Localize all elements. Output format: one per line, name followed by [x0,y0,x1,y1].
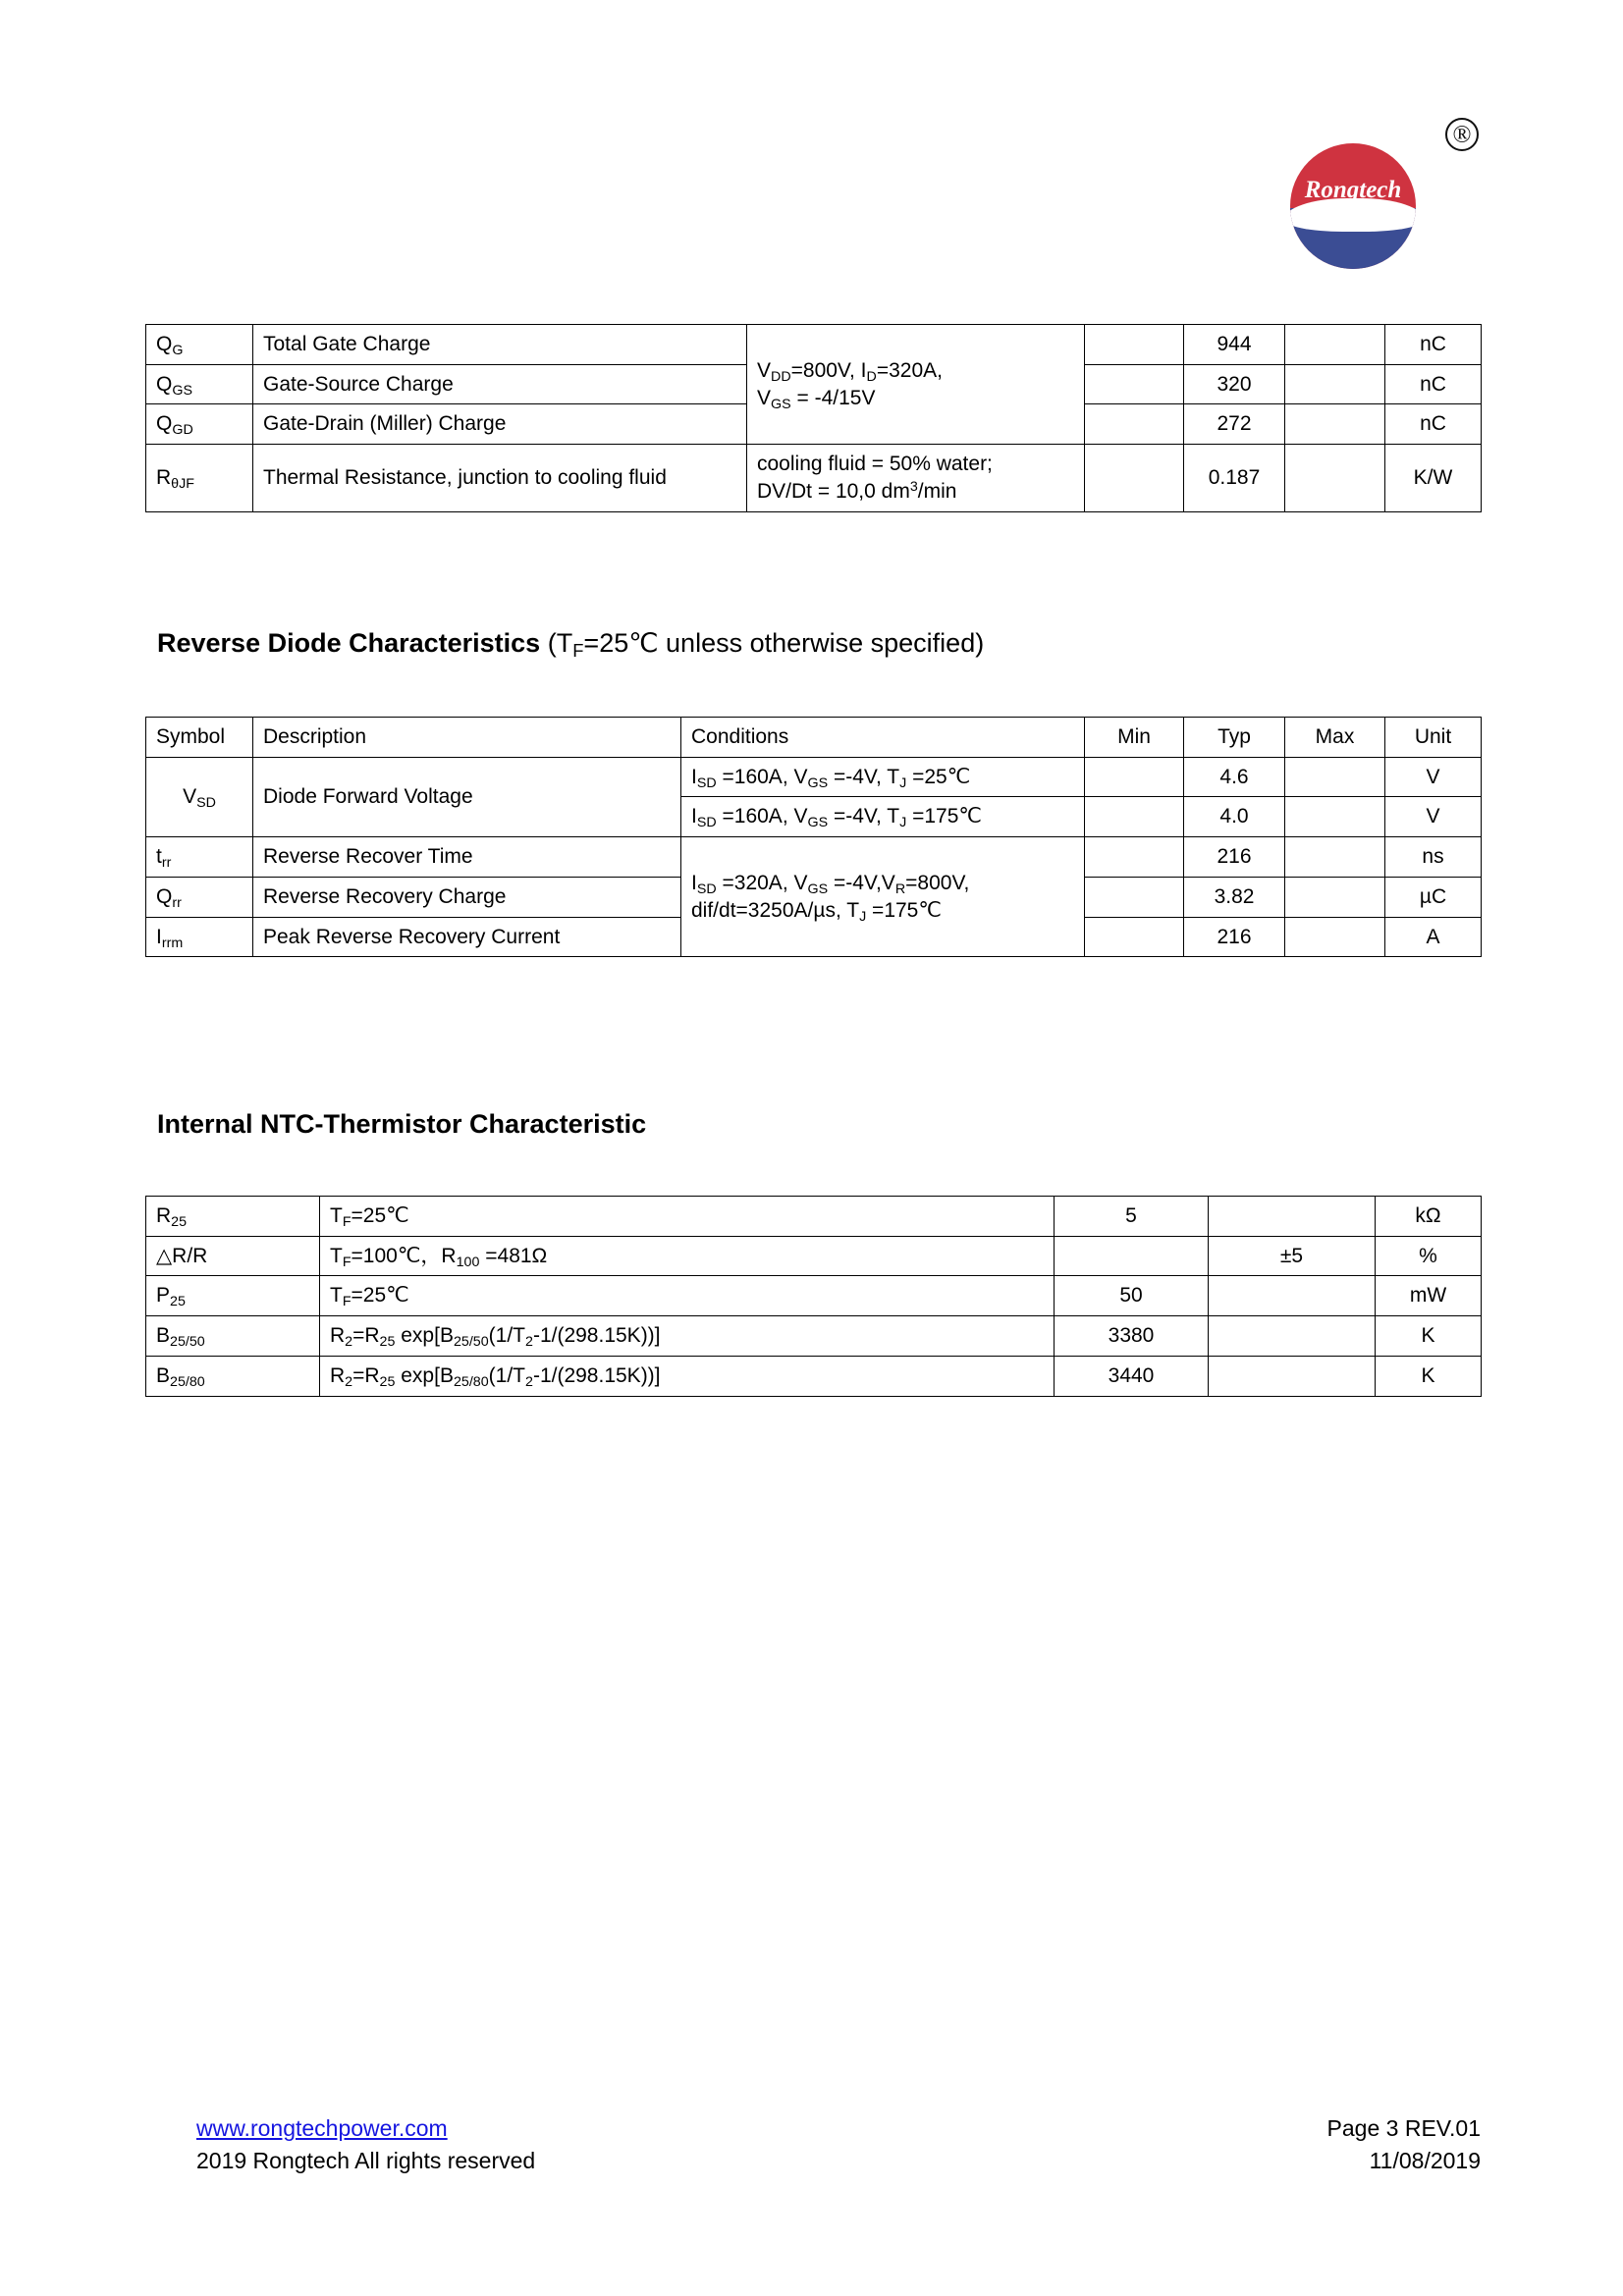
min-cell [1085,837,1184,878]
tolerance-cell [1209,1356,1376,1396]
condition-cell: cooling fluid = 50% water; DV/Dt = 10,0 $dm^3/\min$ [747,445,1085,511]
symbol-cell: $Q_{GS}$ [146,364,253,404]
document-date: 11/08/2019 [1369,2148,1481,2173]
typ-cell: 216 [1184,837,1285,878]
typ-cell: 944 [1184,325,1285,365]
description-cell: Gate-Source Charge [253,364,747,404]
max-cell [1285,877,1385,917]
description-cell: Peak Reverse Recovery Current [253,917,681,957]
description-cell: Thermal Resistance, junction to cooling fluid [253,445,747,511]
condition-cell: $I_{SD} =160A$, $V_{GS} =-4V$, $T_J$ =175℃ [681,797,1085,837]
company-logo [1269,118,1485,270]
description-cell: $R_2=R_{25}$ $\exp[B_{25/50}(1/T_2-1/(298.15K))]$ [320,1316,1055,1357]
ntc-heading: Internal NTC-Thermistor Characteristic [157,1109,647,1139]
typ-cell: 3.82 [1184,877,1285,917]
table-row [146,1236,1482,1276]
table-row [146,837,1482,878]
registered-trademark-icon: ® [1445,118,1479,151]
tolerance-cell [1209,1276,1376,1316]
unit-cell: mW [1376,1276,1482,1316]
condition-cell: $I_{SD} =160A$, $V_{GS} =-4V$, $T_J$ =25℃ [681,757,1085,797]
ntc-thermistor-table [145,1196,1482,1397]
typ-cell: 320 [1184,364,1285,404]
min-cell [1085,877,1184,917]
max-cell [1285,837,1385,878]
tolerance-cell [1209,1316,1376,1357]
reverse-diode-heading-note: ($T_F=25℃$ unless otherwise specified) [540,628,985,662]
value-cell: 3440 [1055,1356,1209,1396]
min-cell [1085,404,1184,445]
copyright-text: 2019 Rongtech All rights reserved [196,2148,536,2173]
description-cell: Total Gate Charge [253,325,747,365]
gate-charge-table [145,324,1482,512]
max-cell [1285,364,1385,404]
max-cell [1285,757,1385,797]
symbol-cell: $I_{rrm}$ [146,917,253,957]
unit-cell: nC [1385,364,1482,404]
max-cell [1285,797,1385,837]
unit-cell: K [1376,1356,1482,1396]
symbol-cell: $R_{25}$ [146,1197,320,1237]
column-header-conditions: Conditions [681,718,1085,758]
max-cell [1285,325,1385,365]
table-header-row [146,718,1482,758]
description-cell: $T_F=25℃$ [320,1197,1055,1237]
symbol-cell: $Q_{GD}$ [146,404,253,445]
logo-wordmark: Rongtech [1304,177,1402,203]
reverse-diode-table [145,717,1482,957]
min-cell [1085,364,1184,404]
description-cell: Gate-Drain (Miller) Charge [253,404,747,445]
unit-cell: nC [1385,325,1482,365]
symbol-cell: $P_{25}$ [146,1276,320,1316]
typ-cell: 4.6 [1184,757,1285,797]
table-row [146,1276,1482,1316]
unit-cell: µC [1385,877,1482,917]
column-header-min: Min [1085,718,1184,758]
typ-cell: 216 [1184,917,1285,957]
tolerance-cell: ±5 [1209,1236,1376,1276]
symbol-cell: $B_{25/50}$ [146,1316,320,1357]
description-cell: $T_F=25℃$ [320,1276,1055,1316]
table-row [146,1316,1482,1357]
unit-cell: K [1376,1316,1482,1357]
description-cell: $T_F=100℃$，$R_{100} =481\Omega$ [320,1236,1055,1276]
symbol-cell: $Q_{rr}$ [146,877,253,917]
typ-cell: 272 [1184,404,1285,445]
table-row [146,757,1482,797]
max-cell [1285,404,1385,445]
condition-cell: $V_{DD}=800V$, $I_D=320A$, $V_{GS} = -4/15V$ [747,325,1085,445]
symbol-cell: $R_{\theta JF}$ [146,445,253,511]
column-header-symbol: Symbol [146,718,253,758]
max-cell [1285,445,1385,511]
column-header-unit: Unit [1385,718,1482,758]
value-cell: 50 [1055,1276,1209,1316]
symbol-cell: △R/R [146,1236,320,1276]
typ-cell: 0.187 [1184,445,1285,511]
min-cell [1085,445,1184,511]
column-header-max: Max [1285,718,1385,758]
website-link[interactable]: www.rongtechpower.com [196,2115,448,2141]
table-row [146,445,1482,511]
page-number-revision: Page 3 REV.01 [1326,2115,1481,2141]
condition-cell: $I_{SD} =320A$, $V_{GS} =-4V,V_R=800V$, dif/dt=3250A/µs, $T_J$ =175℃ [681,837,1085,957]
table-row [146,1356,1482,1396]
min-cell [1085,757,1184,797]
unit-cell: V [1385,757,1482,797]
footer-right [1129,2115,1481,2174]
value-cell [1055,1236,1209,1276]
reverse-diode-heading [157,628,985,662]
symbol-cell: $B_{25/80}$ [146,1356,320,1396]
description-cell: Reverse Recover Time [253,837,681,878]
symbol-cell: $V_{SD}$ [146,757,253,836]
unit-cell: ns [1385,837,1482,878]
description-cell: Reverse Recovery Charge [253,877,681,917]
min-cell [1085,797,1184,837]
reverse-diode-heading-bold: Reverse Diode Characteristics [157,628,541,658]
table-row [146,325,1482,365]
footer-left [196,2115,535,2174]
min-cell [1085,917,1184,957]
column-header-typ: Typ [1184,718,1285,758]
min-cell [1085,325,1184,365]
max-cell [1285,917,1385,957]
symbol-cell: $Q_G$ [146,325,253,365]
logo-disc [1290,143,1416,269]
unit-cell: nC [1385,404,1482,445]
description-cell: Diode Forward Voltage [253,757,681,836]
unit-cell: kΩ [1376,1197,1482,1237]
value-cell: 3380 [1055,1316,1209,1357]
description-cell: $R_2=R_{25}$ $\exp[B_{25/80}(1/T_2-1/(298.15K))]$ [320,1356,1055,1396]
unit-cell: V [1385,797,1482,837]
value-cell: 5 [1055,1197,1209,1237]
unit-cell: A [1385,917,1482,957]
tolerance-cell [1209,1197,1376,1237]
table-row [146,1197,1482,1237]
unit-cell: % [1376,1236,1482,1276]
typ-cell: 4.0 [1184,797,1285,837]
symbol-cell: $t_{rr}$ [146,837,253,878]
unit-cell: K/W [1385,445,1482,511]
column-header-description: Description [253,718,681,758]
